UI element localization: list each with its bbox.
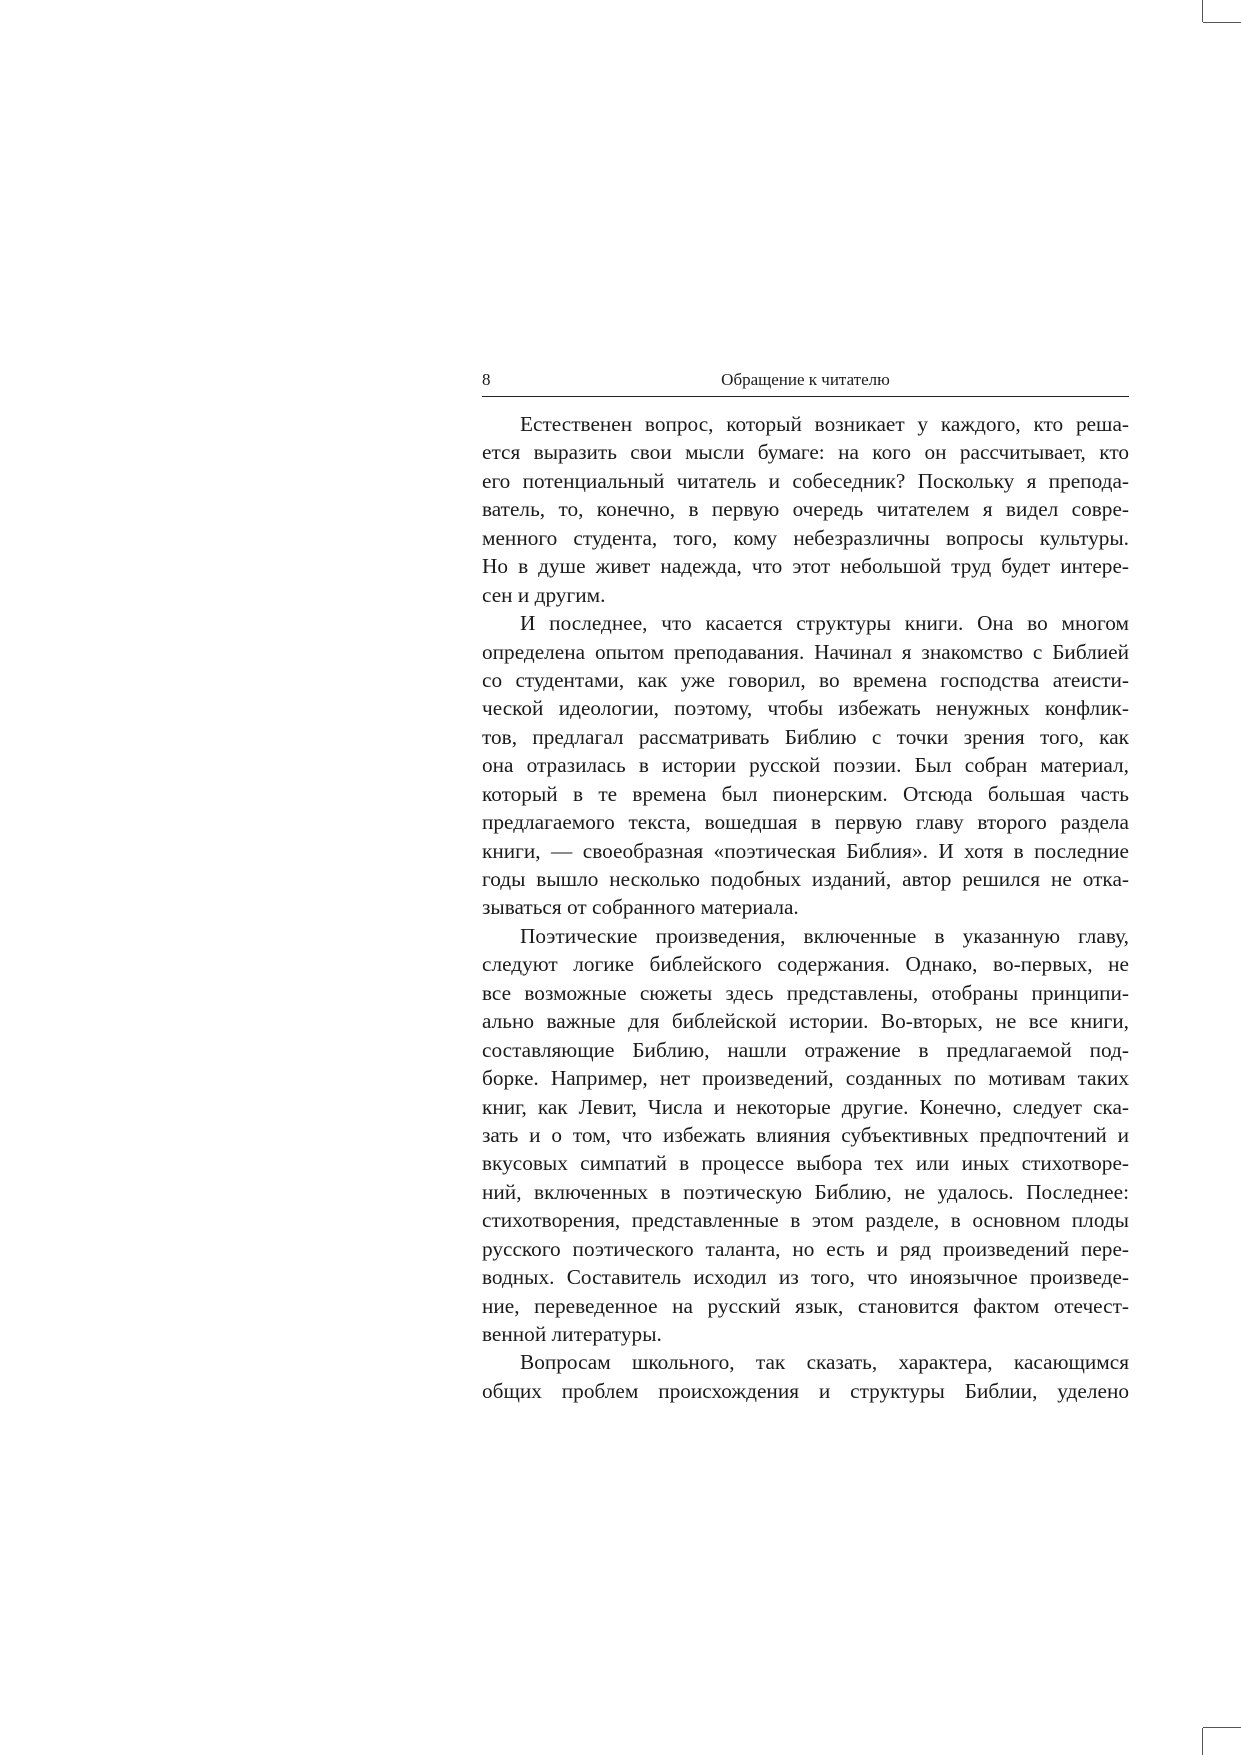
crop-mark-bottom-horizontal xyxy=(1203,1727,1241,1728)
text-line: его потенциальный читатель и собеседник? Поскольку я препода- xyxy=(482,468,1129,493)
text-line: годы вышло несколько подобных изданий, автор решился не отка- xyxy=(482,867,1129,891)
text-line: менного студента, того, кому небезразличны вопросы культуры. xyxy=(482,525,1129,550)
text-line: сен и другим. xyxy=(482,582,606,607)
text-line: Поэтические произведения, включенные в указанную главу, xyxy=(520,923,1129,948)
text-line: книги, — своеобразная «поэтическая Библия». И хотя в последние xyxy=(482,838,1129,863)
page-number: 8 xyxy=(482,370,491,389)
text-line: ний, включенных в поэтическую Библию, не удалось. Последнее: xyxy=(482,1179,1129,1204)
text-line: она отразилась в истории русской поэзии. Был собран материал, xyxy=(482,753,1129,778)
text-line: ние, переведенное на русский язык, становится фактом отечест- xyxy=(482,1293,1129,1318)
text-line: ально важные для библейской истории. Во-вторых, не все книги, xyxy=(482,1009,1129,1034)
text-line: борке. Например, нет произведений, созданных по мотивам таких xyxy=(482,1066,1129,1091)
text-line: вкусовых симпатий в процессе выбора тех или иных стихотворе- xyxy=(482,1151,1129,1176)
text-line: Но в душе живет надежда, что этот небольшой труд будет интере- xyxy=(482,554,1129,579)
text-line: книг, как Левит, Числа и некоторые другие. Конечно, следует ска- xyxy=(482,1094,1129,1119)
text-line: венной литературы. xyxy=(482,1322,662,1346)
crop-mark-bottom-vertical xyxy=(1202,1728,1203,1755)
page-header xyxy=(482,366,1129,397)
paragraph xyxy=(482,922,1129,1349)
text-line: тов, предлагал рассматривать Библию с точки зрения того, как xyxy=(482,724,1129,749)
paragraph xyxy=(482,1348,1129,1405)
crop-mark-top-vertical xyxy=(1202,0,1203,22)
body-text xyxy=(482,410,1129,1405)
text-line: русского поэтического таланта, но есть и ряд произведений пере- xyxy=(482,1236,1129,1261)
text-line: ческой идеологии, поэтому, чтобы избежать ненужных конфлик- xyxy=(482,696,1129,721)
text-line: ется выразить свои мысли бумаге: на кого он рассчитывает, кто xyxy=(482,440,1129,465)
running-title: Обращение к читателю xyxy=(721,370,890,389)
text-line: ватель, то, конечно, в первую очередь читателем я видел совре- xyxy=(482,497,1129,522)
text-line: зать и о том, что избежать влияния субъективных предпочтений и xyxy=(482,1122,1129,1147)
text-line: зываться от собранного материала. xyxy=(482,895,799,920)
text-line: Вопросам школьного, так сказать, характера, касающимся xyxy=(520,1350,1129,1375)
text-line: стихотворения, представленные в этом разделе, в основном плоды xyxy=(482,1208,1129,1233)
text-line: Естественен вопрос, который возникает у каждого, кто реша- xyxy=(520,412,1129,436)
text-line: следуют логике библейского содержания. Однако, во-первых, не xyxy=(482,952,1129,977)
crop-mark-top-horizontal xyxy=(1203,22,1241,23)
text-line: со студентами, как уже говорил, во времена господства атеисти- xyxy=(482,667,1129,692)
text-line: предлагаемого текста, вошедшая в первую главу второго раздела xyxy=(482,810,1129,835)
text-line: общих проблем происхождения и структуры Библии, уделено xyxy=(482,1378,1129,1403)
text-line: составляющие Библию, нашли отражение в предлагаемой под- xyxy=(482,1037,1129,1062)
text-line: водных. Составитель исходил из того, что иноязычное произведе- xyxy=(482,1265,1129,1290)
text-line: который в те времена был пионерским. Отсюда большая часть xyxy=(482,781,1129,806)
paragraph xyxy=(482,609,1129,922)
text-line: все возможные сюжеты здесь представлены, отобраны принципи- xyxy=(482,980,1129,1005)
paragraph xyxy=(482,410,1129,609)
text-line: И последнее, что касается структуры книги. Она во многом xyxy=(520,611,1129,636)
text-line: определена опытом преподавания. Начинал я знакомство с Библией xyxy=(482,639,1129,664)
